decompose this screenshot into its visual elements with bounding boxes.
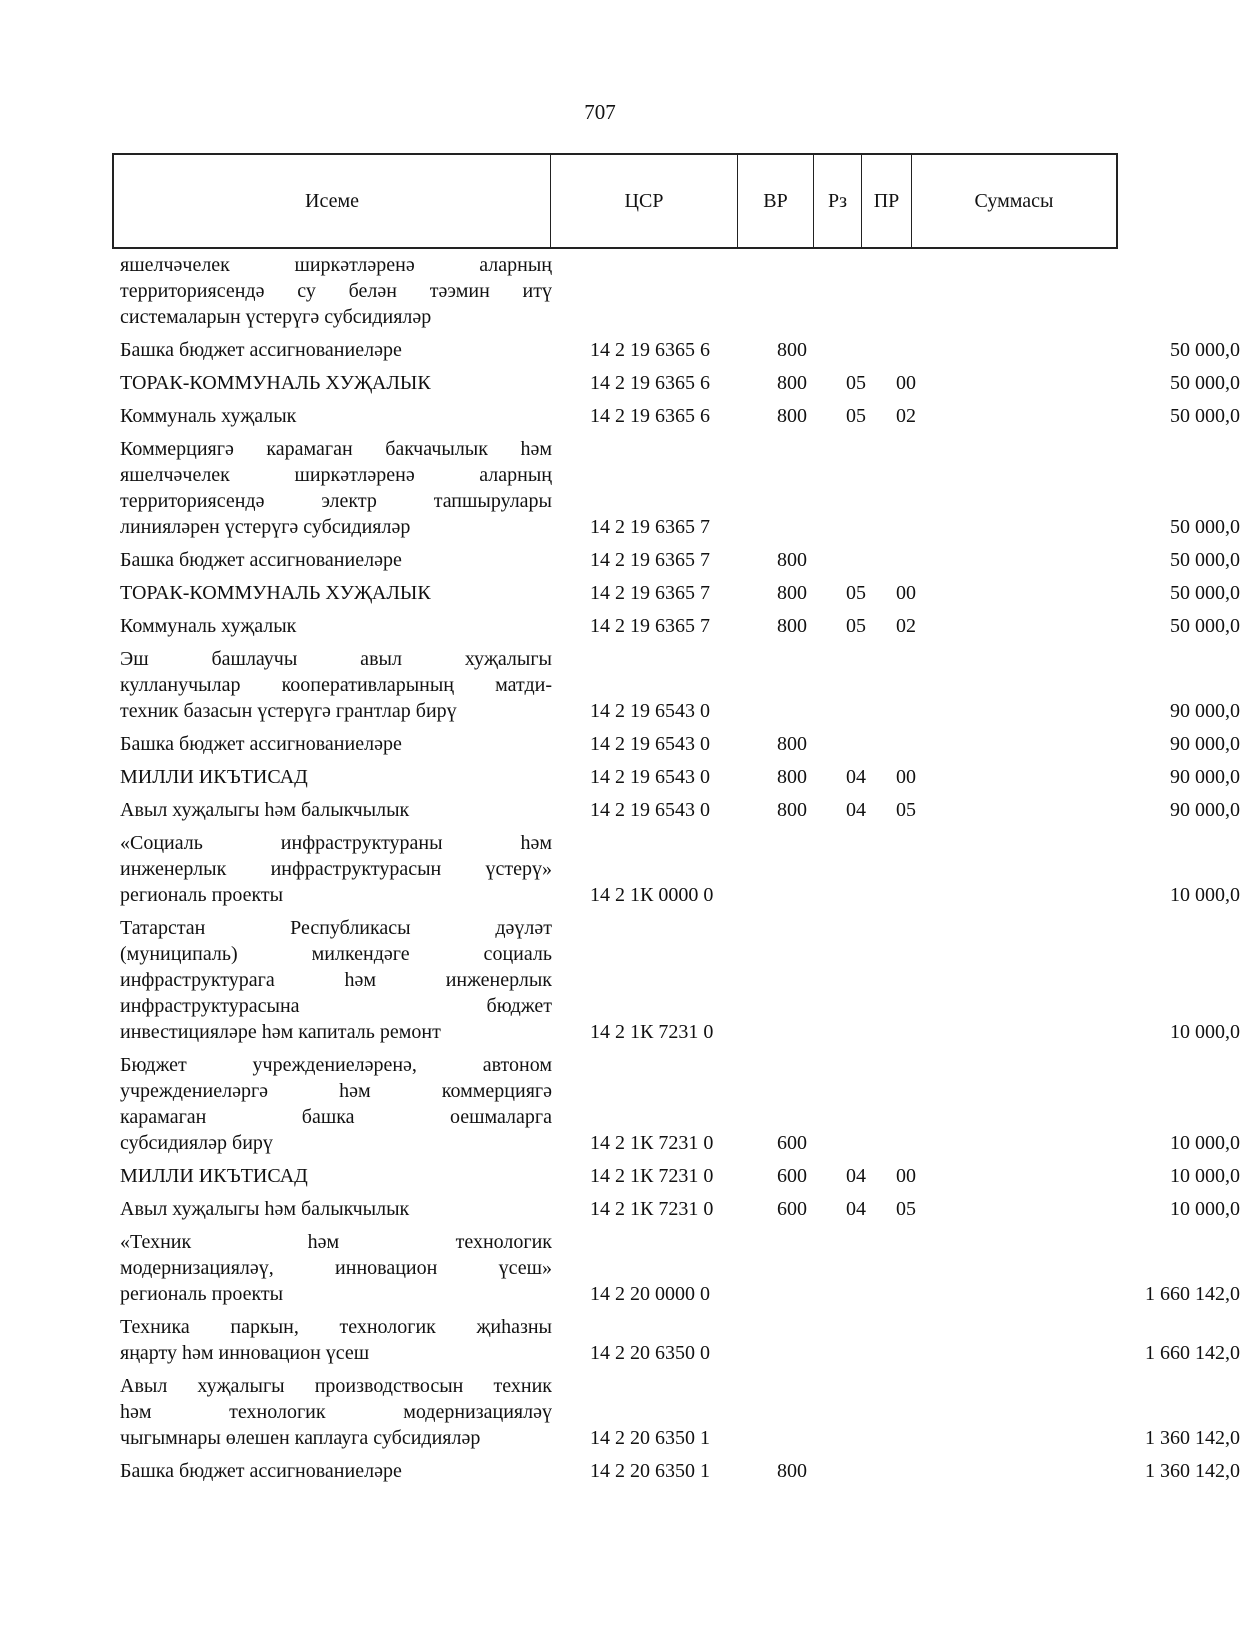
table-header	[112, 153, 1118, 249]
table-row	[120, 646, 1240, 724]
row-csr: 14 2 20 0000 0	[590, 1283, 710, 1305]
table-row	[120, 1314, 1240, 1366]
row-pr: 00	[896, 372, 916, 394]
table-row	[120, 436, 1240, 540]
row-csr: 14 2 19 6543 0	[590, 700, 710, 722]
row-vr: 600	[777, 1198, 807, 1220]
row-rz: 05	[846, 372, 866, 394]
row-sum: 90 000,0	[1170, 700, 1240, 722]
row-name-line: яшелчәчелек ширкәтләренә аларның	[120, 254, 552, 276]
row-csr: 14 2 19 6365 7	[590, 615, 710, 637]
table-row	[120, 1196, 1240, 1222]
row-vr: 600	[777, 1165, 807, 1187]
row-name-line: территориясендә су белән тәэмин итү	[120, 280, 552, 302]
row-rz: 05	[846, 582, 866, 604]
row-csr: 14 2 19 6543 0	[590, 799, 710, 821]
row-vr: 800	[777, 372, 807, 394]
table-row	[120, 1052, 1240, 1156]
row-sum: 1 360 142,0	[1145, 1460, 1240, 1482]
row-csr: 14 2 1К 7231 0	[590, 1132, 714, 1154]
row-vr: 800	[777, 766, 807, 788]
row-name-line: Бюджет учреждениеләренә, автоном	[120, 1054, 552, 1076]
table-row	[120, 337, 1240, 363]
table-row	[120, 370, 1240, 396]
row-name-line: субсидияләр бирү	[120, 1132, 273, 1154]
row-csr: 14 2 19 6543 0	[590, 766, 710, 788]
row-csr: 14 2 20 6350 0	[590, 1342, 710, 1364]
row-name-line: Башка бюджет ассигнованиеләре	[120, 339, 402, 361]
row-csr: 14 2 1К 7231 0	[590, 1198, 714, 1220]
row-pr: 02	[896, 405, 916, 427]
header-name: Исеме	[114, 155, 551, 247]
row-pr: 00	[896, 582, 916, 604]
page-number: 707	[584, 100, 616, 124]
row-name-line: ТОРАК-КОММУНАЛЬ ХУҖАЛЫК	[120, 582, 431, 604]
row-name-line: Авыл хуҗалыгы һәм балыкчылык	[120, 1198, 410, 1220]
row-name-line: яңарту һәм инновацион үсеш	[120, 1342, 370, 1364]
row-csr: 14 2 1К 7231 0	[590, 1165, 714, 1187]
row-vr: 800	[777, 615, 807, 637]
row-sum: 10 000,0	[1170, 884, 1240, 906]
row-name-line: «Социаль инфраструктураны һәм	[120, 832, 552, 854]
row-name-line: Башка бюджет ассигнованиеләре	[120, 733, 402, 755]
row-pr: 05	[896, 799, 916, 821]
table-row	[120, 252, 1120, 330]
table-row	[120, 830, 1240, 908]
header-rz: Рз	[814, 155, 862, 247]
row-sum: 10 000,0	[1170, 1021, 1240, 1043]
row-name-line: «Техник һәм технологик	[120, 1231, 552, 1253]
table-row	[120, 1373, 1240, 1451]
table-row	[120, 797, 1240, 823]
row-sum: 50 000,0	[1170, 615, 1240, 637]
row-vr: 800	[777, 733, 807, 755]
row-vr: 800	[777, 549, 807, 571]
row-vr: 600	[777, 1132, 807, 1154]
row-csr: 14 2 20 6350 1	[590, 1427, 710, 1449]
row-sum: 10 000,0	[1170, 1198, 1240, 1220]
row-sum: 50 000,0	[1170, 372, 1240, 394]
row-csr: 14 2 19 6543 0	[590, 733, 710, 755]
row-sum: 90 000,0	[1170, 799, 1240, 821]
table-row	[120, 764, 1240, 790]
row-name-line: инфраструктурага һәм инженерлык	[120, 969, 552, 991]
row-pr: 02	[896, 615, 916, 637]
row-csr: 14 2 19 6365 7	[590, 582, 710, 604]
row-name-line: региональ проекты	[120, 1283, 284, 1305]
row-name-line: Башка бюджет ассигнованиеләре	[120, 549, 402, 571]
row-csr: 14 2 19 6365 6	[590, 372, 710, 394]
table-row	[120, 613, 1240, 639]
row-name-line: инфраструктурасына бюджет	[120, 995, 552, 1017]
row-rz: 04	[846, 1165, 866, 1187]
row-name-line: МИЛЛИ ИКЪТИСАД	[120, 1165, 308, 1187]
row-name-line: Эш башлаучы авыл хуҗалыгы	[120, 648, 552, 670]
row-vr: 800	[777, 339, 807, 361]
row-sum: 50 000,0	[1170, 405, 1240, 427]
row-pr: 00	[896, 1165, 916, 1187]
header-csr: ЦСР	[551, 155, 738, 247]
row-rz: 05	[846, 405, 866, 427]
row-rz: 04	[846, 766, 866, 788]
row-sum: 10 000,0	[1170, 1165, 1240, 1187]
row-name-line: техник базасын үстерүгә грантлар бирү	[120, 700, 457, 722]
table-row	[120, 915, 1240, 1045]
row-sum: 10 000,0	[1170, 1132, 1240, 1154]
row-csr: 14 2 19 6365 7	[590, 516, 710, 538]
table-row	[120, 403, 1240, 429]
row-sum: 50 000,0	[1170, 582, 1240, 604]
row-name-line: территориясендә электр тапшырулары	[120, 490, 552, 512]
row-name-line: учреждениеләргә һәм коммерциягә	[120, 1080, 552, 1102]
row-name-line: (муниципаль) милкендәге социаль	[120, 943, 552, 965]
row-csr: 14 2 1К 0000 0	[590, 884, 714, 906]
row-name-line: кулланучылар кооперативларының матди-	[120, 674, 552, 696]
table-row	[120, 731, 1240, 757]
header-sum: Суммасы	[974, 189, 1054, 212]
row-name-line: ТОРАК-КОММУНАЛЬ ХУҖАЛЫК	[120, 372, 431, 394]
row-name-line: модернизацияләү, инновацион үсеш»	[120, 1257, 552, 1279]
row-vr: 800	[777, 582, 807, 604]
header-pr: ПР	[862, 155, 912, 247]
row-pr: 00	[896, 766, 916, 788]
row-csr: 14 2 19 6365 7	[590, 549, 710, 571]
table-row	[120, 1458, 1240, 1484]
row-csr: 14 2 20 6350 1	[590, 1460, 710, 1482]
row-csr: 14 2 19 6365 6	[590, 405, 710, 427]
row-name-line: Татарстан Республикасы дәүләт	[120, 917, 552, 939]
row-sum: 1 660 142,0	[1145, 1283, 1240, 1305]
row-name-line: региональ проекты	[120, 884, 284, 906]
row-name-line: линияләрен үстерүгә субсидияләр	[120, 516, 411, 538]
row-name-line: Коммерциягә карамаган бакчачылык һәм	[120, 438, 552, 460]
table-row	[120, 580, 1240, 606]
row-sum: 1 660 142,0	[1145, 1342, 1240, 1364]
table-row	[120, 547, 1240, 573]
row-name-line: МИЛЛИ ИКЪТИСАД	[120, 766, 308, 788]
row-vr: 800	[777, 405, 807, 427]
row-name-line: чыгымнары өлешен каплауга субсидияләр	[120, 1427, 481, 1449]
row-sum: 50 000,0	[1170, 339, 1240, 361]
row-sum: 1 360 142,0	[1145, 1427, 1240, 1449]
row-name-line: яшелчәчелек ширкәтләренә аларның	[120, 464, 552, 486]
row-vr: 800	[777, 1460, 807, 1482]
row-csr: 14 2 19 6365 6	[590, 339, 710, 361]
row-csr: 14 2 1К 7231 0	[590, 1021, 714, 1043]
row-rz: 04	[846, 799, 866, 821]
row-name-line: карамаган башка оешмаларга	[120, 1106, 552, 1128]
row-rz: 04	[846, 1198, 866, 1220]
table-row	[120, 1163, 1240, 1189]
row-name-line: инвестицияләре һәм капиталь ремонт	[120, 1021, 441, 1043]
header-vr: ВР	[738, 155, 814, 247]
row-name-line: Коммуналь хуҗалык	[120, 405, 297, 427]
row-name-line: Техника паркын, технологик җиһазны	[120, 1316, 552, 1338]
row-name-line: инженерлык инфраструктурасын үстерү»	[120, 858, 552, 880]
row-name-line: Авыл хуҗалыгы производствосын техник	[120, 1375, 552, 1397]
row-rz: 05	[846, 615, 866, 637]
row-name-line: Башка бюджет ассигнованиеләре	[120, 1460, 402, 1482]
row-name-line: һәм технологик модернизацияләү	[120, 1401, 552, 1423]
table-row	[120, 1229, 1240, 1307]
row-vr: 800	[777, 799, 807, 821]
row-name-line: Авыл хуҗалыгы һәм балыкчылык	[120, 799, 410, 821]
row-sum: 90 000,0	[1170, 766, 1240, 788]
row-sum: 50 000,0	[1170, 516, 1240, 538]
row-sum: 90 000,0	[1170, 733, 1240, 755]
row-name-line: Коммуналь хуҗалык	[120, 615, 297, 637]
row-sum: 50 000,0	[1170, 549, 1240, 571]
row-name-line: системаларын үстерүгә субсидияләр	[120, 306, 432, 328]
row-pr: 05	[896, 1198, 916, 1220]
